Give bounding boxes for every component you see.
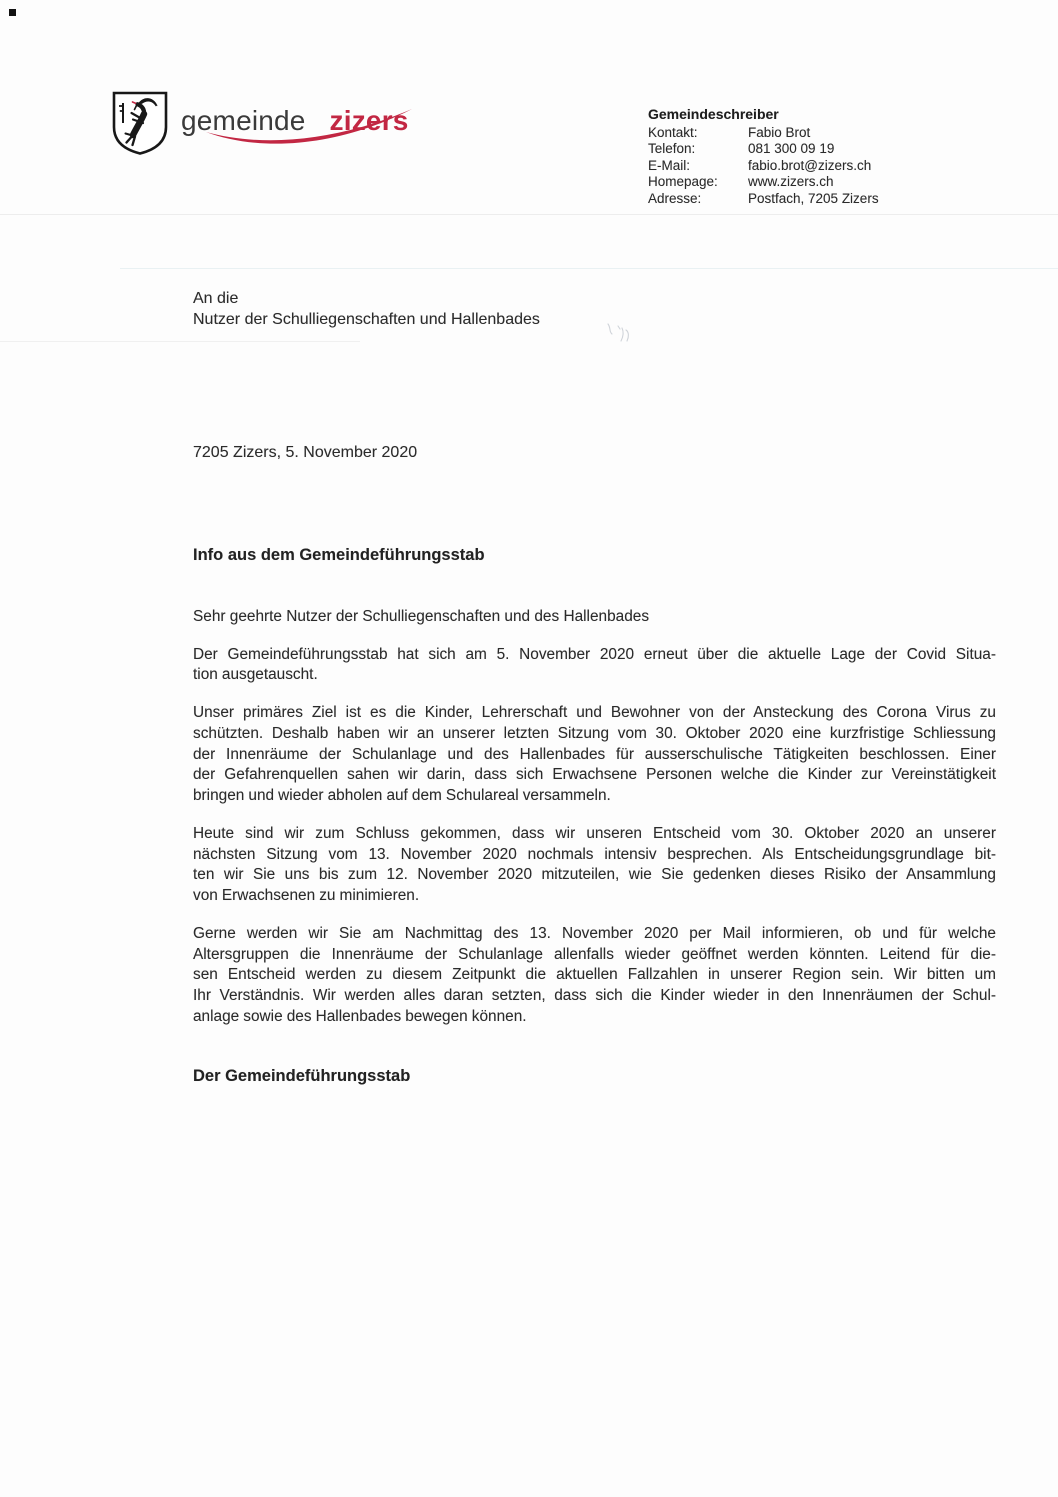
scan-line-artifact [0, 341, 360, 342]
paragraph-line: tion ausgetauscht. [193, 666, 318, 684]
contact-row-homepage [648, 174, 928, 190]
paragraph-line: von Erwachsenen zu minimieren. [193, 887, 420, 905]
contact-block-title: Gemeindeschreiber [648, 106, 779, 122]
contact-row-adresse [648, 191, 928, 207]
paragraph-line: anlage sowie des Hallenbades bewegen können. [193, 1007, 527, 1025]
contact-label: Telefon: [648, 141, 696, 157]
paragraph-line: der Gefahrenquellen sahen wir darin, dass sich Erwachsene Personen welche die Kinder zur Vereinstätigkeit [193, 766, 996, 784]
scan-registration-mark [9, 9, 16, 16]
scan-line-artifact [120, 268, 1058, 269]
paragraph-3 [193, 824, 996, 907]
letter-body [193, 546, 996, 1086]
contact-label: Kontakt: [648, 125, 698, 140]
contact-value: Fabio Brot [748, 125, 811, 140]
paragraph-1 [193, 645, 996, 687]
contact-row-kontakt [648, 125, 928, 141]
place-and-date: 7205 Zizers, 5. November 2020 [193, 444, 418, 461]
closing-signature: Der Gemeindeführungsstab [193, 1066, 411, 1085]
contact-label: Homepage: [648, 174, 718, 190]
contact-label: E-Mail: [648, 157, 691, 173]
paragraph-line: Heute sind wir zum Schluss gekommen, dass wir unseren Entscheid vom 30. Oktober 2020 an unserer [193, 824, 996, 842]
contact-block [648, 106, 928, 207]
logo-word-zizers: zizers [329, 105, 409, 136]
subject-line: Info aus dem Gemeindeführungsstab [193, 546, 485, 564]
paragraph-line: ten wir Sie uns bis zum 12. November 2020 mitzuteilen, wie Sie gedenken dieses Risiko der Ansammlung [193, 866, 996, 884]
logo-swoosh-icon [200, 104, 425, 152]
contact-row-telefon [648, 141, 928, 157]
municipality-logo [110, 88, 440, 198]
coat-of-arms-icon [110, 90, 170, 156]
paragraph-line: Gerne werden wir Sie am Nachmittag des 13. November 2020 per Mail informieren, ob und für welche [193, 924, 996, 942]
paragraph-line: sen Entscheid werden zu diesem Zeitpunkt die aktuellen Fallzahlen in unserer Region sein. Wir bitten um [193, 966, 996, 984]
contact-label: Adresse: [648, 190, 702, 206]
recipient-address [193, 288, 540, 330]
contact-value: fabio.brot@zizers.ch [748, 157, 872, 173]
contact-value: www.zizers.ch [748, 174, 834, 190]
paragraph-4 [193, 924, 996, 1028]
contact-value: Postfach, 7205 Zizers [748, 190, 879, 206]
paragraph-2 [193, 703, 996, 807]
scan-line-artifact [0, 214, 1058, 215]
pencil-mark [598, 316, 648, 350]
paragraph-line: schützten. Deshalb haben wir an unserer letzten Sitzung vom 30. Oktober 2020 eine kurzfristige Schliessung [193, 724, 996, 742]
paragraph-line: Unser primäres Ziel ist es die Kinder, Lehrerschaft und Bewohner von der Ansteckung des Corona Virus zu [193, 703, 996, 721]
contact-row-email [648, 158, 928, 174]
salutation: Sehr geehrte Nutzer der Schulliegenschaften und des Hallenbades [193, 608, 650, 625]
paragraph-line: bringen und wieder abholen auf dem Schulareal versammeln. [193, 787, 611, 805]
paragraph-line: Der Gemeindeführungsstab hat sich am 5. November 2020 erneut über die aktuelle Lage der Covid Situa- [193, 645, 996, 663]
contact-value: 081 300 09 19 [748, 141, 835, 157]
paragraph-line: Ihr Verständnis. Wir werden alles daran setzten, dass sich die Kinder wieder in den Innenräumen der Schul- [193, 987, 996, 1005]
paragraph-line: der Innenräume der Schulanlage und des Hallenbades für ausserschulische Tätigkeiten beschlossen. Einer [193, 745, 996, 763]
recipient-line-1: An die [193, 290, 239, 307]
paragraph-line: Altersgruppen die Innenräume der Schulanlage allenfalls wieder geöffnet werden könnten. Leitend für die- [193, 945, 996, 963]
logo-word-gemeinde: gemeinde [181, 105, 306, 136]
recipient-line-2: Nutzer der Schulliegenschaften und Hallenbades [193, 311, 540, 328]
paragraph-line: nächsten Sitzung vom 13. November 2020 nochmals intensiv besprechen. Als Entscheidungsgrundlage bit- [193, 845, 996, 863]
